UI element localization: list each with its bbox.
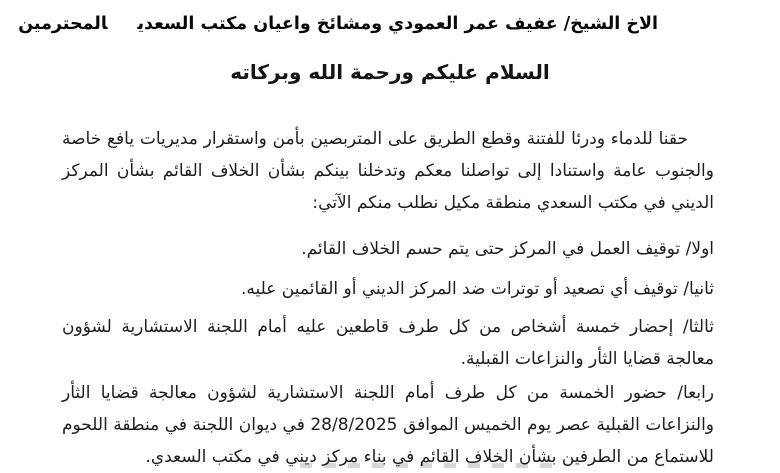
demand-2-text: توقيف أي تصعيد أو توترات ضد المركز الديني أو القائمين عليه. xyxy=(240,279,678,299)
demand-1-label: اولا/ xyxy=(685,239,714,259)
demand-item-4 xyxy=(62,377,714,473)
demand-1-text: توقيف العمل في المركز حتى يتم حسم الخلاف القائم. xyxy=(301,239,681,259)
recipient-line xyxy=(18,14,658,34)
recipient-name: الاخ الشيخ/ عفيف عمر العمودي ومشائخ واعيان مكتب السعدي xyxy=(137,14,658,34)
demand-item-2 xyxy=(62,273,714,305)
demand-2-label: ثانيا/ xyxy=(683,279,714,299)
recipient-honorific: المحترمين xyxy=(18,14,108,34)
demand-3-label: ثالثا/ xyxy=(682,317,714,337)
demand-item-3 xyxy=(62,311,714,375)
intro-paragraph: حقنا للدماء ودرئا للفتنة وقطع الطريق على المتربصين بأمن واستقرار مديريات يافع خاصة والجنوب عامة واستنادا إلى تواصلنا معكم وتدخلنا بينكم بشأن الخلاف القائم بشأن المركز الديني في مكتب السعدي منطقة مكيل نطلب منكم الآتي: xyxy=(62,129,714,213)
demand-item-1 xyxy=(62,233,714,265)
greeting-line: السلام عليكم ورحمة الله وبركاته xyxy=(230,60,550,84)
demand-4-text: حضور الخمسة من كل طرف أمام اللجنة الاستشارية لشؤون معالجة قضايا الثأر والنزاعات القبلية عصر يوم الخميس الموافق 28/8/2025 في ديوان اللجنة في منطقة اللحوم للاستماع من الطرفين بشأن الخلاف القائم في بناء مركز ديني في مكتب السعدي. xyxy=(62,383,715,467)
clipped-bottom-text-fragment xyxy=(300,463,560,468)
demand-3-text: إحضار خمسة أشخاص من كل طرف قاطعين عليه أمام اللجنة الاستشارية لشؤون معالجة قضايا الثأر والنزاعات القبلية. xyxy=(62,317,714,369)
demand-4-label: رابعا/ xyxy=(677,383,715,403)
